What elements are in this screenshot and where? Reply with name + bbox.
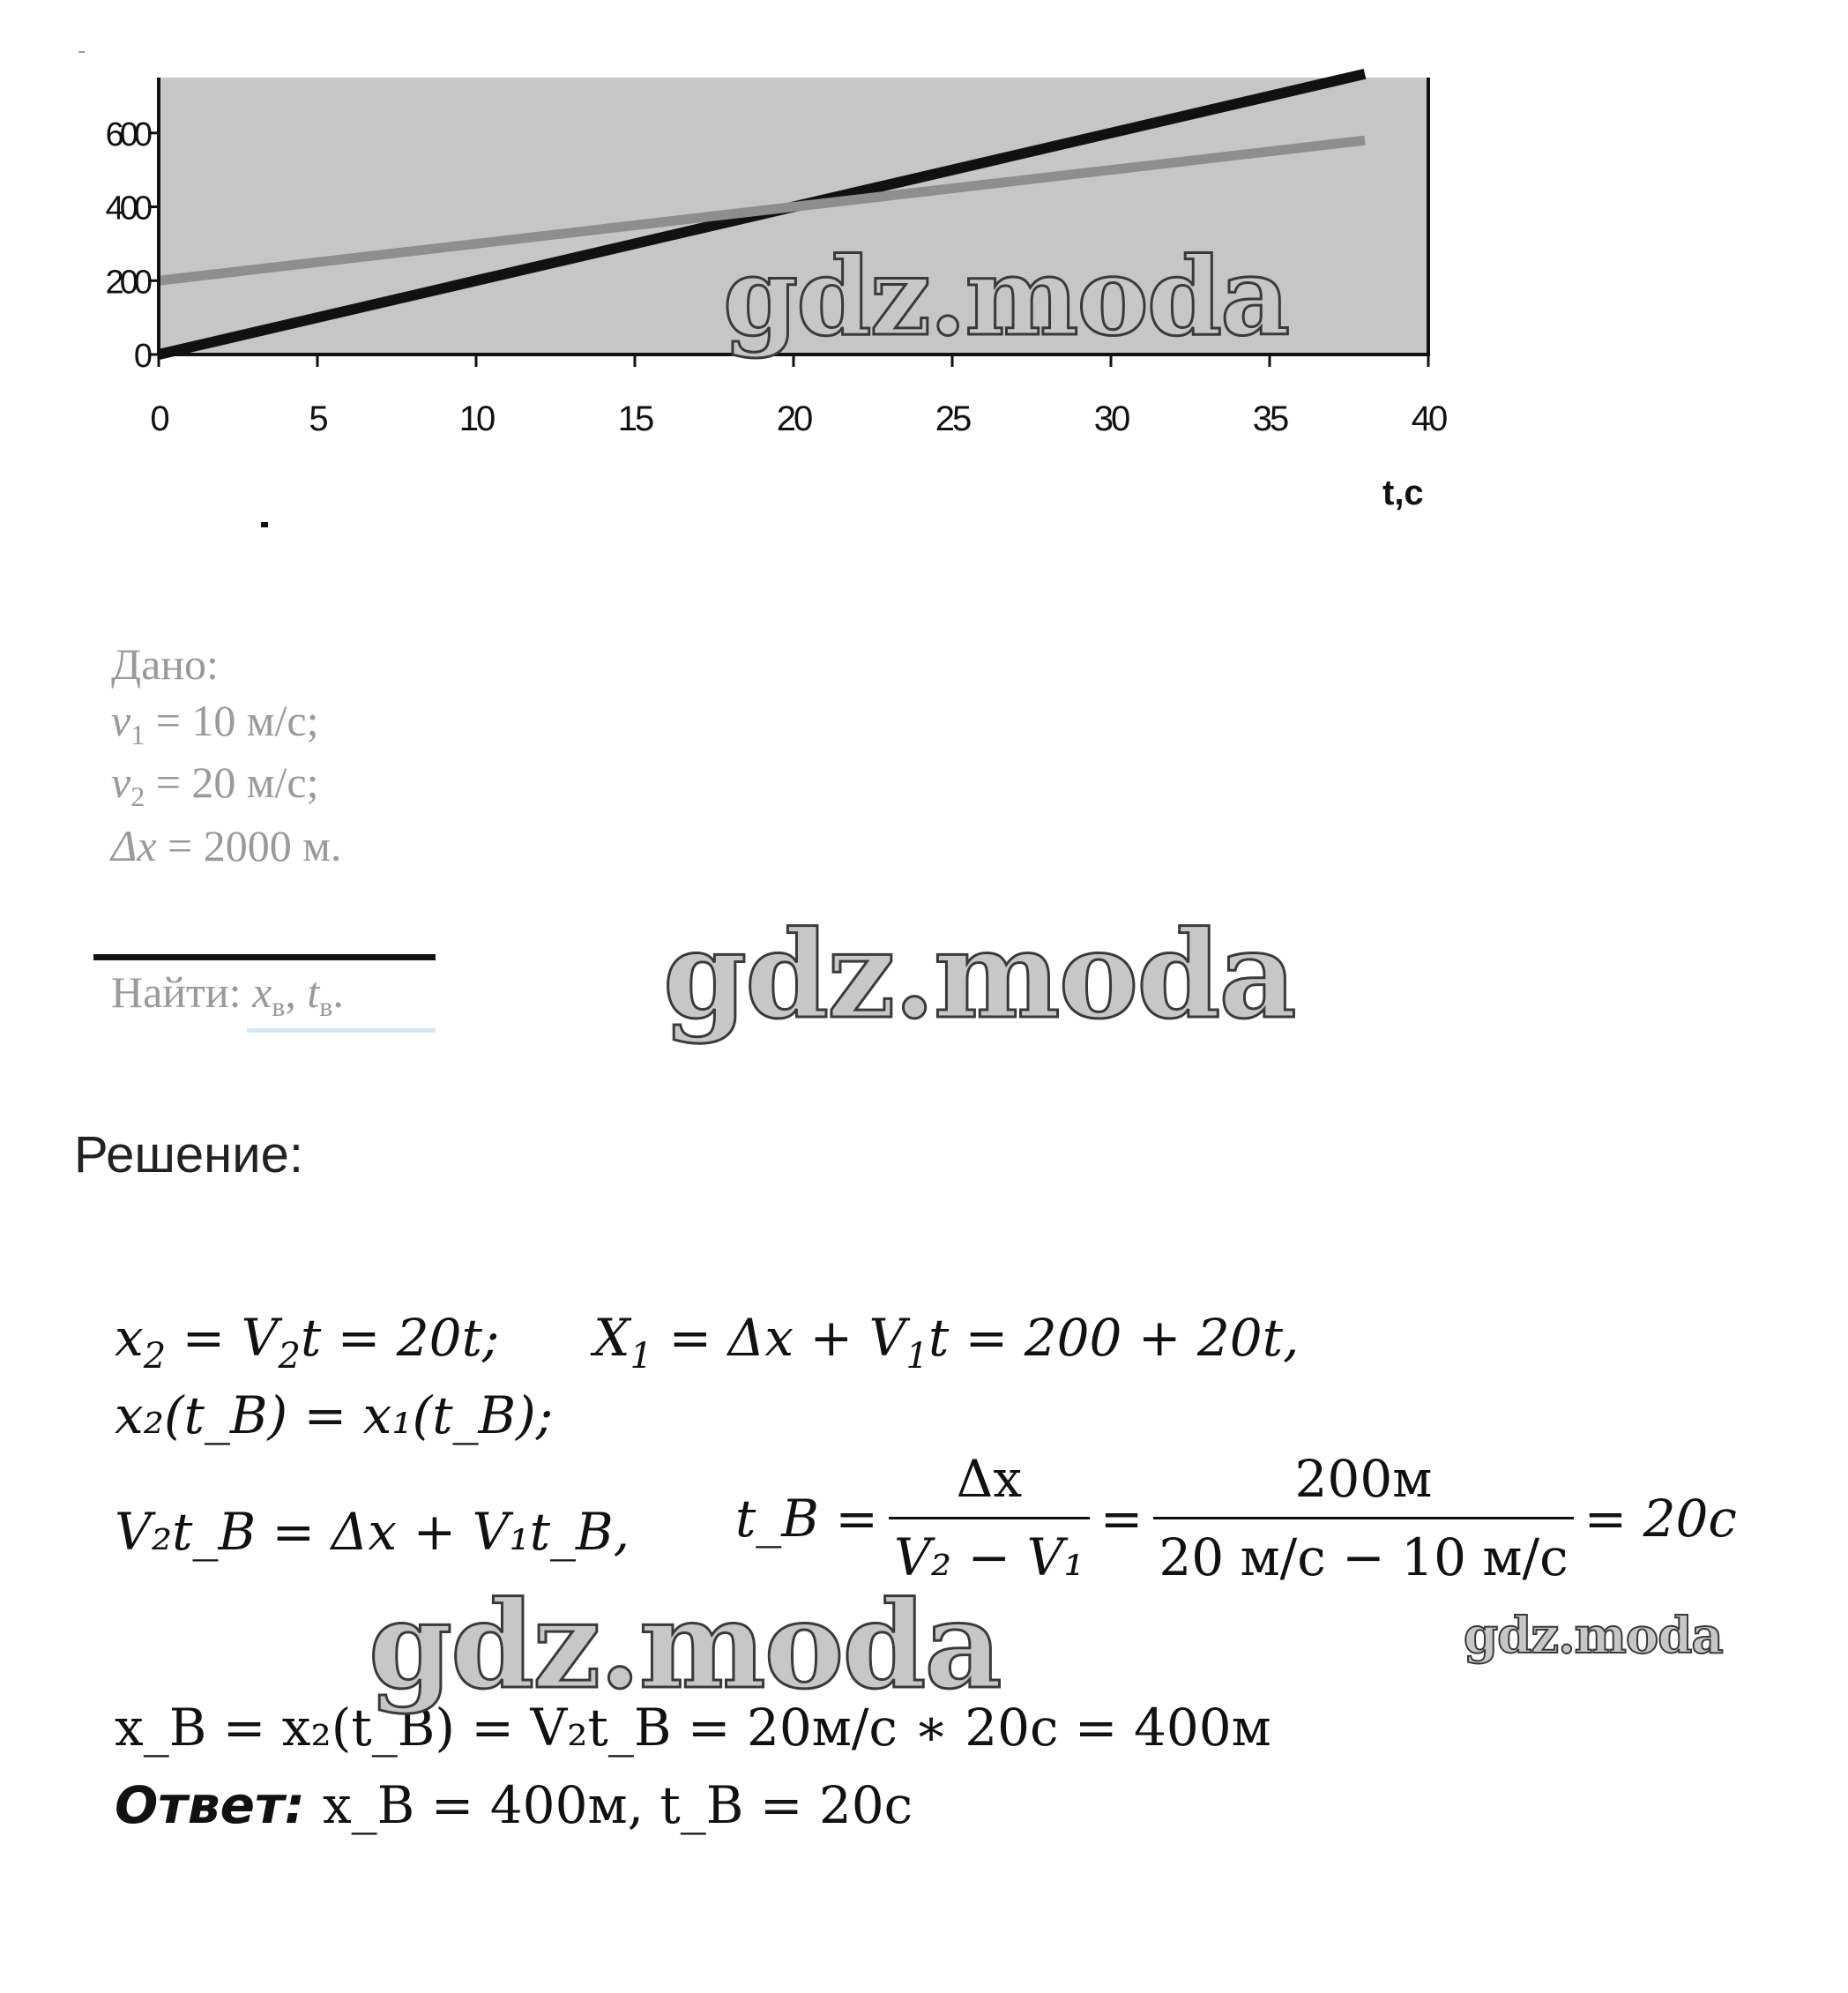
equals-sign: = [1099,1488,1144,1549]
x-tick-label: 15 [617,399,652,438]
tb-result: = 20c [1583,1488,1737,1549]
given-v2 [111,760,319,810]
given-divider [93,954,436,960]
eq1-rhs: t = 20t; [300,1308,500,1368]
y-tick-label: 400 [105,190,148,228]
x-tick-label: 40 [1411,399,1446,438]
find-line: Найти: $x_в$, $t_в$. [111,967,344,1022]
y-tick-label: 600 [105,116,148,153]
dx-symbol: Δx [111,821,157,870]
x-axis-label: t,c [1382,474,1424,512]
find-label: Найти: [111,967,253,1017]
find-x: x [252,967,272,1017]
y-axis-marker: ⁻ [78,46,86,63]
given-title: Дано: [111,639,219,689]
watermark-solution: gdz.moda [369,1575,1001,1716]
find-x-subscript: в [272,990,286,1022]
stray-mark [261,522,268,527]
eq1-v2: = V [166,1308,279,1368]
equation-line-3-right [735,1449,1737,1587]
v2-value: = 20 м/с; [145,758,319,807]
eq1-mid: = Δx + V [652,1308,906,1368]
answer-text: x_B = 400м, t_B = 20с [322,1775,913,1835]
answer-line [115,1775,913,1835]
v1-value: = 10 м/с; [145,696,319,745]
y-tick-label: 200 [105,264,148,302]
given-v1 [111,698,319,749]
answer-label: Ответ: [115,1775,323,1835]
equation-line-4: x_B = x₂(t_B) = V₂t_B = 20м/с ∗ 20с = 400м [115,1698,1271,1758]
fraction-numeric [1153,1449,1573,1587]
given-dx [111,821,342,870]
v1-symbol: v [111,696,131,745]
y-tick-label: 0 [133,338,148,375]
fraction-numeric-denominator: 20 м/с − 10 м/с [1159,1527,1569,1587]
x-tick-label: 25 [935,399,970,438]
watermark-small: gdz.moda [1464,1607,1723,1665]
eq1-x2: x [115,1308,144,1368]
equation-line-2: x₂(t_B) = x₁(t_B); [115,1385,554,1445]
find-underline [247,1028,436,1033]
v2-subscript: 2 [130,780,145,812]
x-tick-label: 30 [1093,399,1129,438]
x-tick-label: 5 [309,399,326,438]
watermark-given: gdz.moda [663,905,1295,1046]
dx-value: = 2000 м. [156,821,342,870]
fraction-general-denominator: V₂ − V₁ [893,1527,1084,1587]
fraction-numeric-numerator: 200м [1294,1449,1433,1509]
solution-heading: Решение: [74,1126,303,1183]
fraction-general-numerator: Δx [956,1449,1023,1509]
eq1-end: t = 200 + 20t, [928,1308,1300,1368]
watermark-chart: gdz.moda [723,233,1289,360]
v2-symbol: v [111,758,131,807]
equation-line-1 [115,1308,1300,1377]
eq1-v2-sub: 2 [278,1336,301,1377]
x-tick-label: 35 [1252,399,1287,438]
fraction-general [889,1449,1090,1587]
find-t-subscript: в [319,990,333,1022]
eq1-v1-sub: 1 [905,1336,928,1377]
eq1-x1-sub: 1 [630,1336,653,1377]
eq1-x1: X [593,1308,630,1368]
tb-label: t_B = [735,1488,878,1549]
x-tick-label: 0 [150,399,168,438]
v1-subscript: 1 [130,719,145,750]
x-tick-label: 20 [776,399,811,438]
find-t: t [307,967,320,1017]
eq1-x2-sub: 2 [143,1336,167,1377]
equation-line-3-left: V₂t_B = Δx + V₁t_B, [115,1502,630,1562]
x-tick-label: 10 [458,399,494,438]
